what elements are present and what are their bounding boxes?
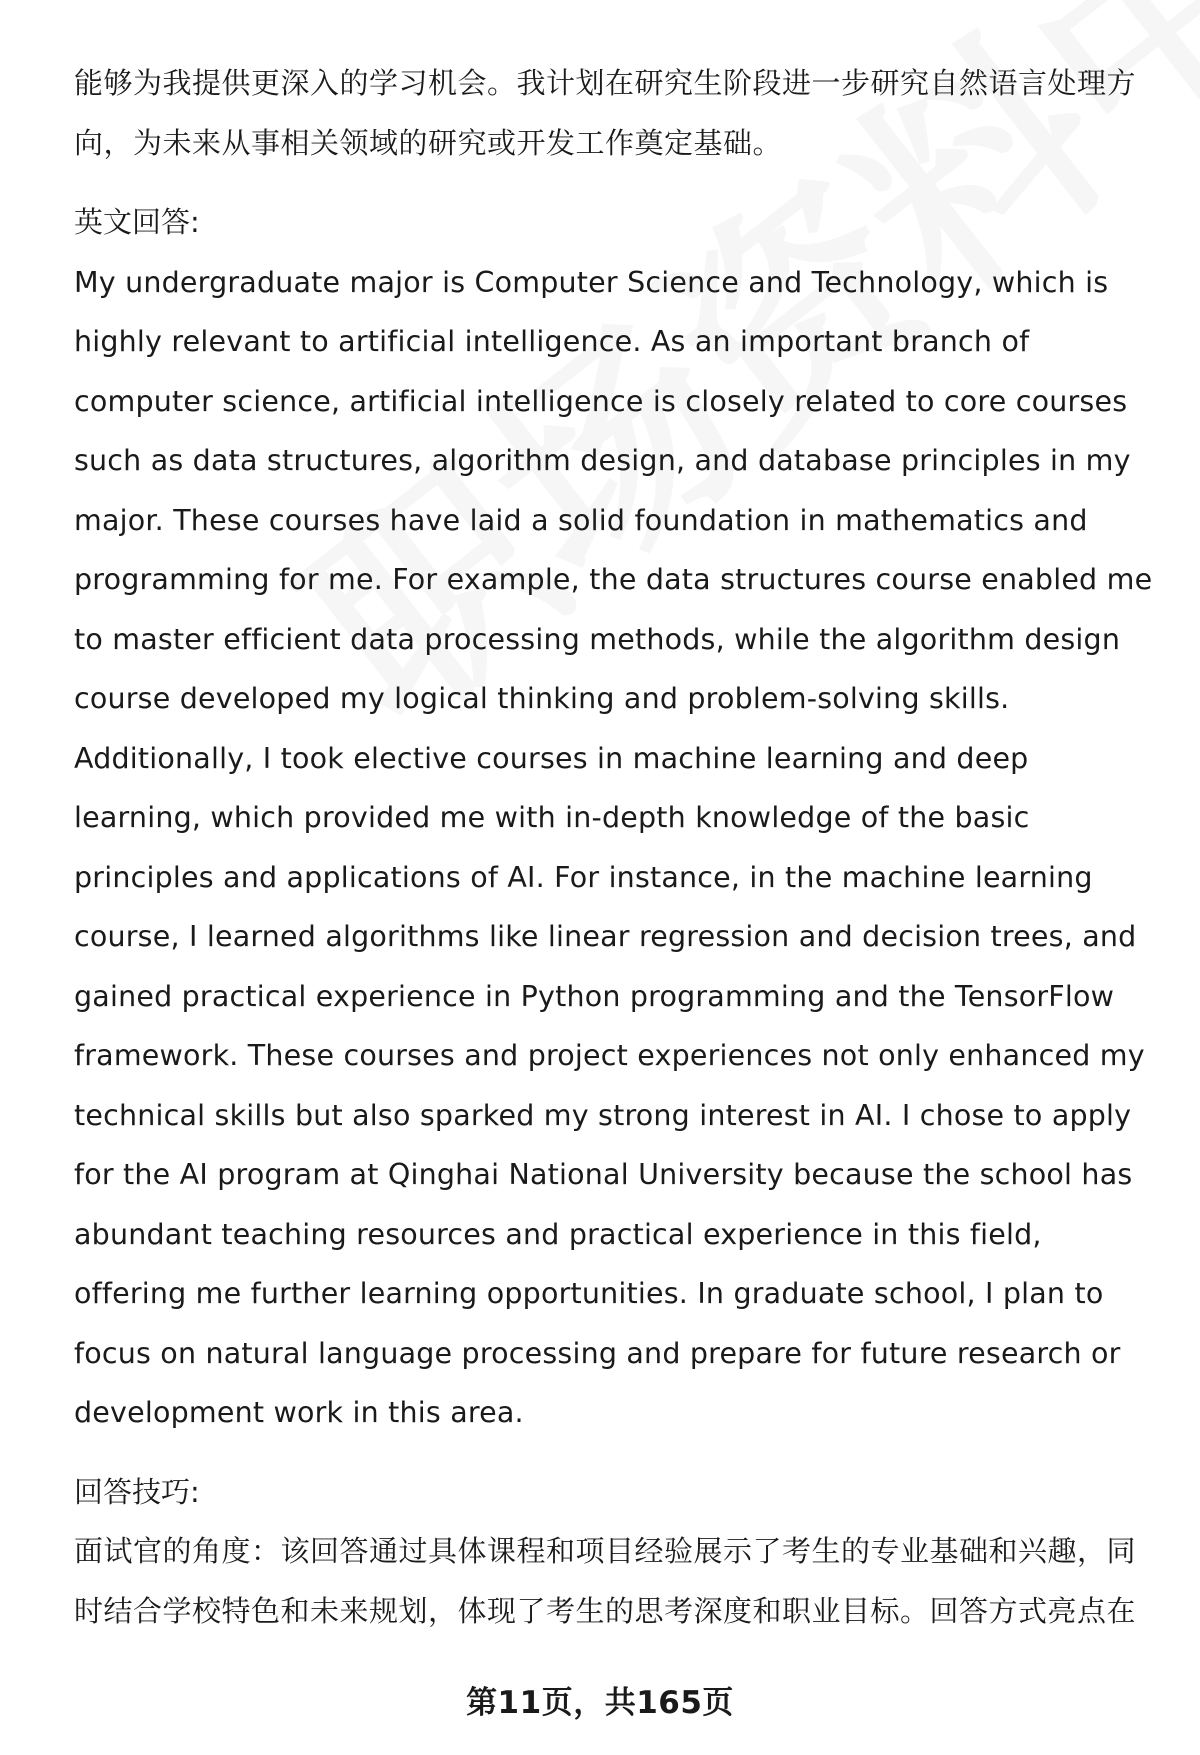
english-answer-heading: 英文回答: [74, 205, 200, 239]
page-number-footer: 第11页，共165页 [466, 1685, 734, 1721]
answer-tips-paragraph: 面试官的角度：该回答通过具体课程和项目经验展示了考生的专业基础和兴趣，同时结合学校特色和未来规划，体现了考生的思考深度和职业目标。回答方式亮点在 [74, 1534, 1137, 1628]
answer-tips-heading: 回答技巧: [74, 1474, 200, 1509]
document-body [74, 54, 1162, 1641]
top-paragraph: 能够为我提供更深入的学习机会。我计划在研究生阶段进一步研究自然语言处理方向，为未来从事相关领域的研究或开发工作奠定基础。 [74, 66, 1137, 160]
english-answer-paragraph: My undergraduate major is Computer Science and Technology, which is highly relevant to artificial intelligence. As an important branch of computer science, artificial intelligence is closely related to core courses such as data structures, algorithm design, and database principles in my major. These courses have laid a solid foundation in mathematics and programming for me. For example, the data structures course enabled me to master efficient data processing methods, while the algorithm design course developed my logical thinking and problem-solving skills. Additionally, I took elective courses in machine learning and deep learning, which provided me with in-depth knowledge of the basic principles and applications of AI. For instance, in the machine learning course, I learned algorithms like linear regression and decision trees, and gained practical experience in Python programming and the TensorFlow framework. These courses and project experiences not only enhanced my technical skills but also sparked my strong interest in AI. I chose to apply for the AI program at Qinghai National University because the school has abundant teaching resources and practical experience in this field, offering me further learning opportunities. In graduate school, I plan to focus on natural language processing and prepare for future research or development work in this area. [74, 265, 1153, 1429]
